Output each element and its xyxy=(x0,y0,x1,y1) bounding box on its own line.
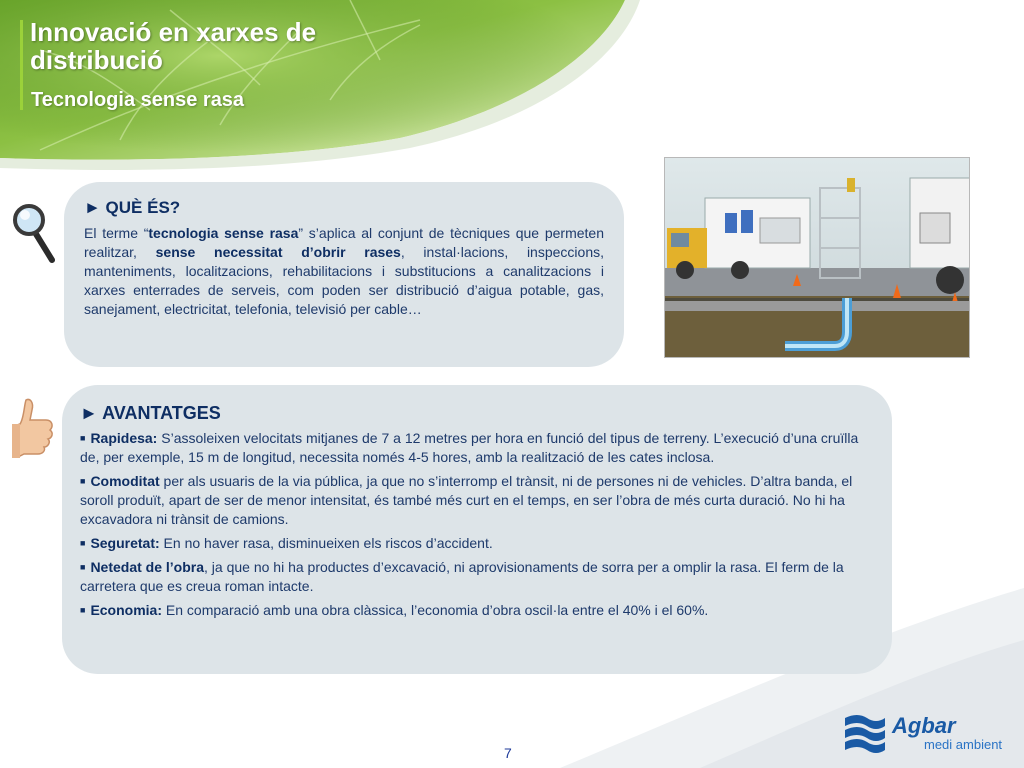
section-what-is-it xyxy=(64,182,624,367)
section-advantages-heading: ► AVANTATGES xyxy=(80,403,221,423)
bullet-icon: ■ xyxy=(80,605,86,615)
bullet-icon: ■ xyxy=(80,538,86,548)
section-advantages xyxy=(62,385,892,674)
advantage-item: ■ Economia: En comparació amb una obra clàssica, l’economia d’obra oscil·la entre el 40% i el 60%. xyxy=(80,602,709,618)
page-subtitle: Tecnologia sense rasa xyxy=(31,89,245,111)
thumbs-up-icon xyxy=(10,396,56,462)
logo-name: Agbar xyxy=(892,713,956,738)
title-accent-bar xyxy=(20,20,23,110)
advantage-item: ■ Seguretat: En no haver rasa, disminueixen els riscos d’accident. xyxy=(80,535,493,551)
page-number: 7 xyxy=(504,745,512,761)
bullet-icon: ■ xyxy=(80,476,86,486)
page-title: Innovació en xarxes de distribució xyxy=(30,17,317,75)
advantage-item: ■ Rapidesa: S’assoleixen velocitats mitjanes de 7 a 12 metres per hora en funció del tipus de terreny. L’execució d’una cruïlla de, per exemple, 15 m de longitud, necessita només 4-5 hores, amb la realització de les cates inclosa. xyxy=(80,430,859,465)
advantage-item: ■ Comoditat per als usuaris de la via pública, ja que no s’interromp el trànsit, ni de persones ni de vehicles. D’altra banda, el soroll produït, apart de ser de menor intensitat, és també més curt en el temps, en ser l’obra de més curta duració. No hi ha excavadora ni trànsit de camions. xyxy=(80,473,853,527)
magnifier-icon xyxy=(12,202,56,264)
section-what-heading: ► QUÈ ÉS? xyxy=(84,198,181,217)
trenchless-works-photo xyxy=(664,157,970,358)
bullet-icon: ■ xyxy=(80,433,86,443)
logo-tagline: medi ambient xyxy=(924,737,1003,752)
advantage-item: ■ Netedat de l’obra, ja que no hi ha productes d’excavació, ni aprovisionaments de sorra per a omplir la rasa. El ferm de la carretera que es creua roman intacte. xyxy=(80,559,844,594)
bullet-icon: ■ xyxy=(80,562,86,572)
section-what-text: El terme “tecnologia sense rasa” s’aplica al conjunt de tècniques que permeten realitzar, sense necessitat d’obrir rases, instal·lacions, inspeccions, manteniments, localitzacions, rehabilitacions i substitucions a canalitzacions i xarxes enterrades de serveis, com poden ser distribució d’aigua potable, gas, sanejament, electricitat, telefonia, televisió per cable… xyxy=(84,225,604,317)
